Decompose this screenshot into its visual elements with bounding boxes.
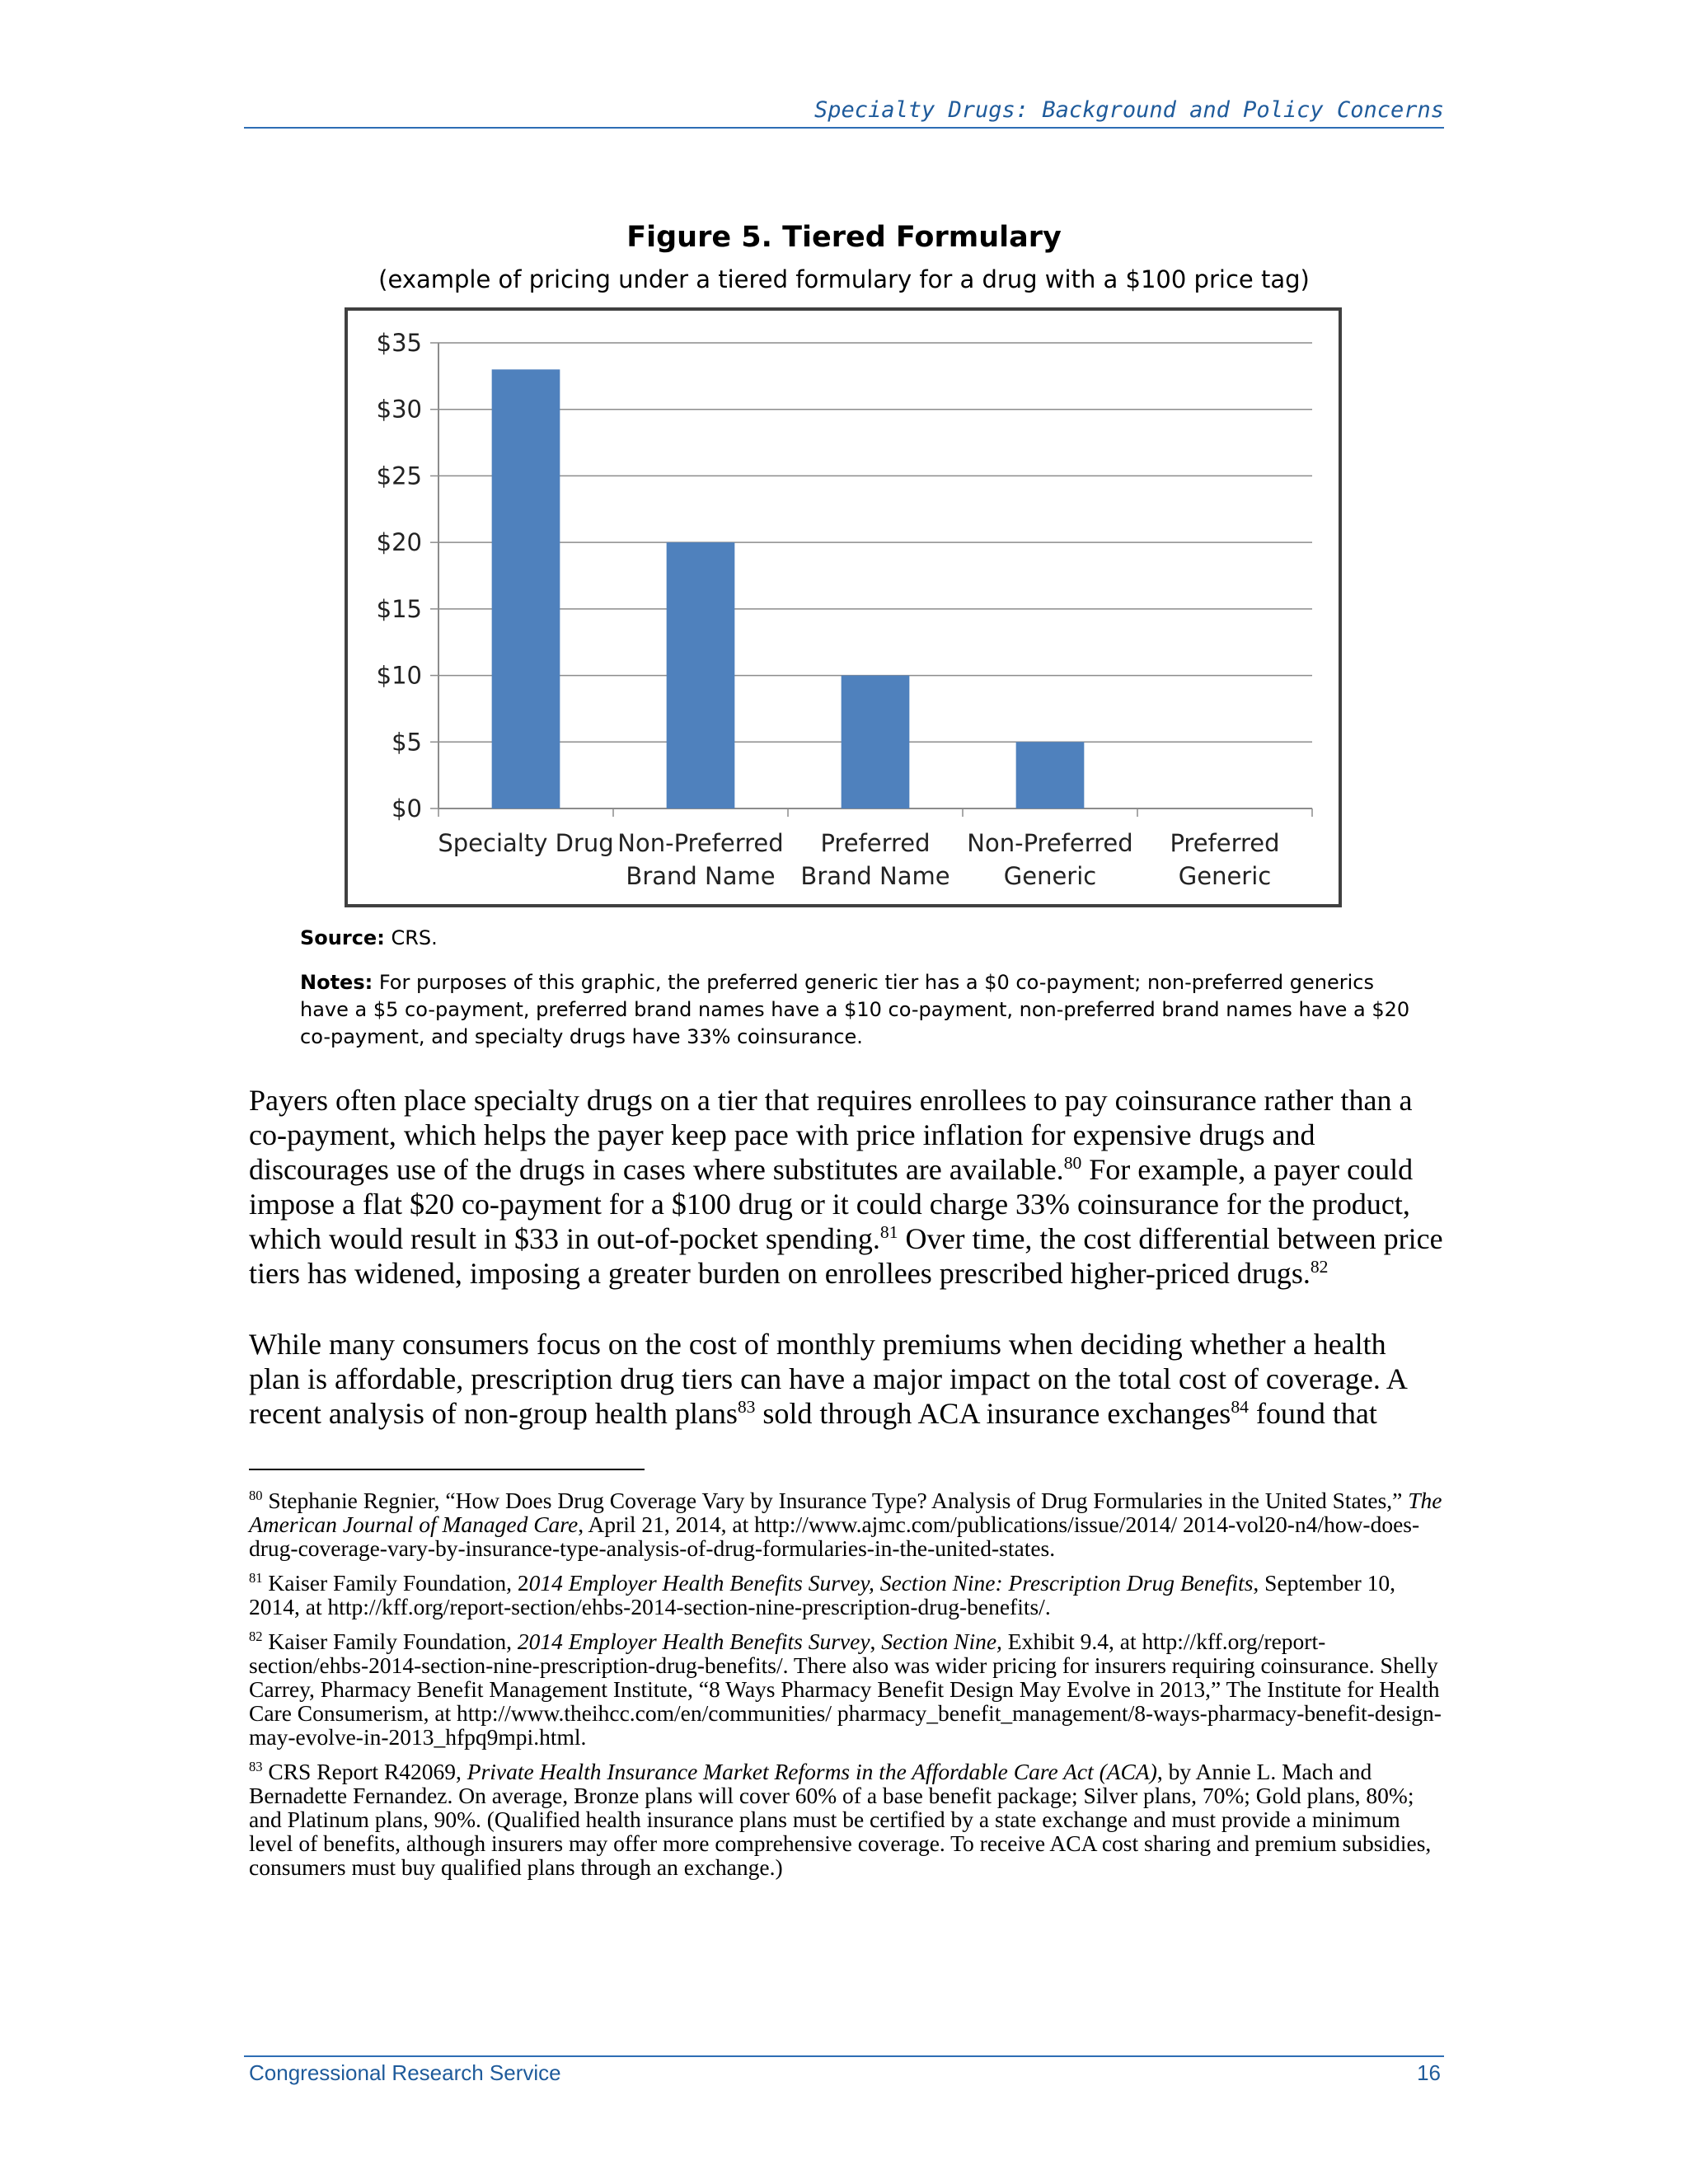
y-tick-label: $15 <box>376 594 422 623</box>
footnote-text: , September 10, 2014, at http://kff.org/report-section/ehbs-2014-section-nine-prescription-drug-benefits/. <box>249 1570 1396 1619</box>
footnote-text: Stephanie Regnier, “How Does Drug Coverage Vary by Insurance Type? Analysis of Drug Formularies in the United States,” <box>262 1488 1409 1513</box>
report-title: 2014 Employer Health Benefits Survey <box>517 1629 870 1654</box>
notes-text: For purposes of this graphic, the preferred generic tier has a $0 co-payment; non-preferred generics have a $5 co-payment, preferred brand names have a $10 co-payment, non-preferred brand names have a $20 co-payment, and specialty drugs have 33% coinsurance. <box>300 971 1410 1048</box>
figure-subtitle: (example of pricing under a tiered formulary for a drug with a $100 price tag) <box>378 265 1310 293</box>
journal-title: The American Journal of Managed Care <box>249 1488 1442 1537</box>
footnote-text: , <box>870 1629 882 1654</box>
x-category-label: Brand Name <box>800 862 950 890</box>
footnote-number: 81 <box>249 1569 263 1586</box>
body-paragraph-2 <box>249 1327 1444 1431</box>
footer-org: Congressional Research Service <box>249 2060 561 2085</box>
x-category-label: Specialty Drug <box>438 829 614 857</box>
y-tick-label: $30 <box>376 395 422 424</box>
y-tick-label: $5 <box>392 728 422 757</box>
report-title: 014 Employer Health Benefits Survey, Section Nine: Prescription Drug Benefits <box>528 1570 1254 1596</box>
footnote-ref-80[interactable]: 80 <box>1063 1153 1082 1173</box>
notes-label: Notes: <box>300 971 373 994</box>
footnote-81 <box>249 1571 1444 1619</box>
y-tick-label: $20 <box>376 528 422 557</box>
y-tick-label: $10 <box>376 661 422 690</box>
figure-source <box>300 925 1421 952</box>
footnote-ref-82[interactable]: 82 <box>1310 1257 1329 1277</box>
figure-title: Figure 5. Tiered Formulary <box>626 221 1062 254</box>
footnote-ref-81[interactable]: 81 <box>879 1222 898 1242</box>
para1-text-1: Payers often place specialty drugs on a tier that requires enrollees to pay coinsurance rather than a co-payment, which helps the payer keep pace with price inflation for expensive drugs and discourages use of the drugs in cases where substitutes are available. <box>249 1084 1413 1186</box>
para1-text-2: For example, a payer could impose a flat $20 co-payment for a $100 drug or it could charge 33% coinsurance for the product, which would result in $33 in out-of-pocket spending. <box>249 1153 1414 1255</box>
header-rule <box>244 127 1444 129</box>
footnote-text: Kaiser Family Foundation, <box>262 1629 518 1654</box>
x-category-label: Generic <box>1003 862 1097 890</box>
footnote-number: 83 <box>249 1758 263 1774</box>
footnotes <box>249 1488 1444 1890</box>
source-label: Source: <box>300 926 385 949</box>
report-title: Private Health Insurance Market Reforms in the Affordable Care Act (ACA) <box>467 1759 1157 1784</box>
para2-text-2: sold through ACA insurance exchanges <box>755 1397 1231 1430</box>
footnote-number: 80 <box>249 1487 263 1503</box>
footnote-ref-83[interactable]: 83 <box>737 1397 756 1417</box>
footnote-82 <box>249 1629 1444 1749</box>
chart-canvas <box>348 311 1339 904</box>
figure-notes <box>300 969 1421 1051</box>
para1-text-3: Over time, the cost differential between price tiers has widened, imposing a greater burden on enrollees prescribed higher-priced drugs. <box>249 1222 1443 1290</box>
bar <box>842 676 910 808</box>
x-category-label: Non-Preferred <box>617 829 784 857</box>
bar <box>1016 742 1085 808</box>
footnote-text: Kaiser Family Foundation, 2 <box>262 1570 529 1596</box>
footnote-80 <box>249 1488 1444 1560</box>
y-tick-label: $25 <box>376 462 422 490</box>
footnote-ref-84[interactable]: 84 <box>1231 1397 1249 1417</box>
footnote-number: 82 <box>249 1628 263 1644</box>
y-tick-label: $35 <box>376 329 422 357</box>
footnote-separator <box>249 1469 645 1470</box>
footnote-text: , April 21, 2014, at http://www.ajmc.com/publications/issue/2014/ 2014-vol20-n4/how-does-drug-coverage-vary-by-insurance-type-analysis-of-drug-formularies-in-the-united-states. <box>249 1511 1420 1561</box>
footnote-text: Exhibit 9.4, at http://kff.org/report-section/ehbs-2014-section-nine-prescription-drug-benefits/. There also was wider pricing for insurers requiring coinsurance. Shelly Carrey, Pharmacy Benefit Management Institute, “8 Ways Pharmacy Benefit Design May Evolve in 2013,” The Institute for Health Care Consumerism, at http://www.theihcc.com/en/communities/ pharmacy_benefit_management/8-ways-pharmacy-benefit-design-may-evolve-in-2013_hfpq9mpi.html. <box>249 1629 1442 1750</box>
footnote-text: , by Annie L. Mach and Bernadette Fernandez. On average, Bronze plans will cover 60% of a base benefit package; Silver plans, 70%; Gold plans, 80%; and Platinum plans, 90%. (Qualified health insurance plans must be certified by a state exchange and must provide a minimum level of benefits, although insurers may offer more comprehensive coverage. To receive ACA cost sharing and premium subsidies, consumers must buy qualified plans through an exchange.) <box>249 1759 1432 1880</box>
para2-text-1: While many consumers focus on the cost of monthly premiums when deciding whether a health plan is affordable, prescription drug tiers can have a major impact on the total cost of coverage. A recent analysis of non-group health plans <box>249 1328 1406 1430</box>
x-category-label: Preferred <box>820 829 931 857</box>
page-number: 16 <box>1417 2060 1441 2085</box>
bar-chart <box>345 307 1342 907</box>
x-category-label: Generic <box>1178 862 1272 890</box>
x-category-label: Brand Name <box>626 862 776 890</box>
running-header: Specialty Drugs: Background and Policy Concerns <box>814 97 1444 123</box>
para2-text-3: found that <box>1248 1397 1377 1430</box>
body-paragraph-1 <box>249 1083 1444 1291</box>
footnote-text: CRS Report R42069, <box>262 1759 467 1784</box>
x-category-label: Preferred <box>1170 829 1280 857</box>
section-title: Section Nine, <box>881 1629 1002 1654</box>
source-text: CRS. <box>391 926 438 949</box>
bar <box>492 369 560 808</box>
footnote-83 <box>249 1760 1444 1879</box>
y-tick-label: $0 <box>392 794 422 823</box>
bar <box>667 542 735 808</box>
footer-rule <box>244 2055 1444 2057</box>
x-category-label: Non-Preferred <box>967 829 1133 857</box>
